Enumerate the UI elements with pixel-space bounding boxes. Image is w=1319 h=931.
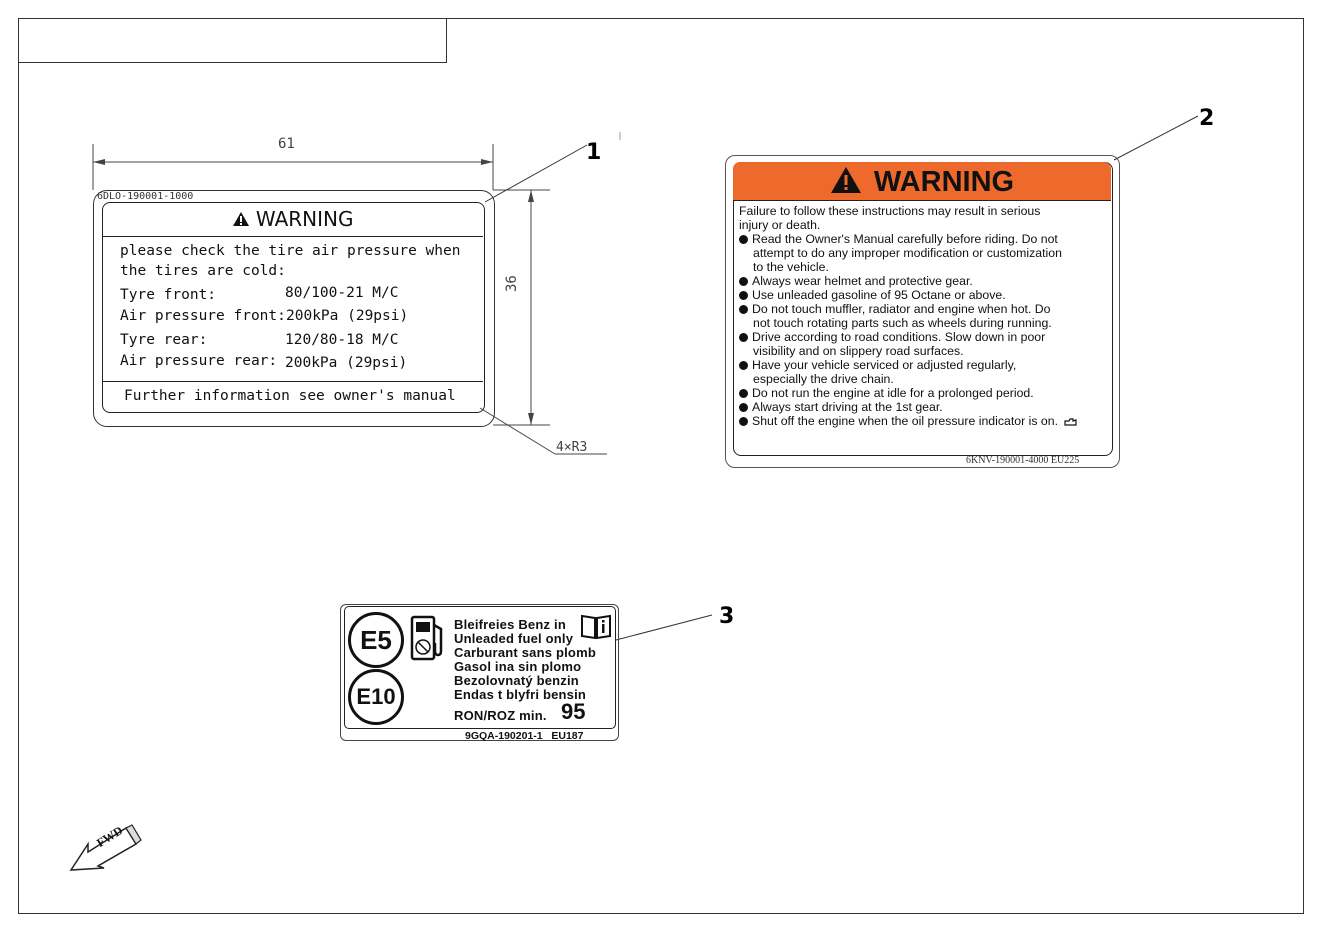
label1-part-number: 6DLO-190001-1000	[97, 191, 194, 202]
fuel-line-cs: Bezolovnatý benzin	[454, 673, 579, 688]
oil-can-icon	[1064, 417, 1078, 427]
label2-bullet-6-cont: especially the drive chain.	[753, 372, 894, 386]
width-dimension: 61	[278, 136, 295, 152]
label2-bullet-1: Read the Owner's Manual carefully before riding. Do not	[739, 232, 1058, 246]
manual-info-icon	[580, 612, 612, 640]
e10-badge: E10	[348, 669, 404, 725]
label2-bullet-6: Have your vehicle serviced or adjusted regularly,	[739, 358, 1016, 372]
ron-label: RON/ROZ min.	[454, 708, 547, 723]
tyre-rear-label: Tyre rear:	[120, 332, 208, 348]
callout-2: 2	[1199, 106, 1215, 131]
label2-bullet-4: Do not touch muffler, radiator and engine when hot. Do	[739, 302, 1051, 316]
label2-header-text: WARNING	[873, 166, 1015, 198]
fwd-label: FWD	[94, 823, 126, 850]
callout-2-leader	[1110, 110, 1210, 170]
label2-bullet-8: Always start driving at the 1st gear.	[739, 400, 943, 414]
label2-part-number: 6KNV-190001-4000 EU225	[966, 455, 1080, 466]
label2-intro-2: injury or death.	[739, 218, 821, 232]
label2-bullet-1-cont2: to the vehicle.	[753, 260, 829, 274]
tyre-front-label: Tyre front:	[120, 287, 217, 303]
fuel-line-de: Bleifreies Benz in	[454, 617, 566, 632]
fuel-line-da: Endas t blyfri bensin	[454, 687, 587, 702]
label2-intro-1: Failure to follow these instructions may result in serious	[739, 204, 1041, 218]
fuel-line-es: Gasol ina sin plomo	[454, 659, 582, 674]
fuel-line-fr: Carburant sans plomb	[454, 645, 596, 660]
height-dimension: 36	[504, 275, 520, 292]
label2-bullet-7: Do not run the engine at idle for a prolonged period.	[739, 386, 1034, 400]
warning-triangle-icon	[232, 211, 250, 227]
fuel-pump-icon	[409, 615, 449, 663]
ron-value: 95	[561, 699, 586, 724]
label2-bullet-5-cont: visibility and on slippery road surfaces.	[753, 344, 964, 358]
air-pressure-front-value: 200kPa (29psi)	[286, 308, 409, 324]
fuel-line-en: Unleaded fuel only	[454, 631, 574, 646]
air-pressure-rear-value: 200kPa (29psi)	[285, 355, 408, 371]
radius-dimension: 4×R3	[556, 440, 588, 455]
label2-bullet-5: Drive according to road conditions. Slow down in poor	[739, 330, 1045, 344]
label1-header-text: WARNING	[255, 207, 354, 231]
label2-bullet-2: Always wear helmet and protective gear.	[739, 274, 973, 288]
title-block	[18, 18, 447, 63]
label2-bullet-4-cont: not touch rotating parts such as wheels during running.	[753, 316, 1052, 330]
warning-triangle-icon	[830, 166, 862, 194]
callout-1: 1	[586, 140, 602, 165]
label1-line-1: please check the tire air pressure when	[120, 243, 461, 259]
tyre-front-value: 80/100-21 M/C	[285, 285, 399, 301]
label2-bullet-3: Use unleaded gasoline of 95 Octane or above.	[739, 288, 1006, 302]
air-pressure-front-label: Air pressure front:	[120, 308, 286, 324]
label1-footer: Further information see owner's manual	[124, 388, 456, 404]
label2-header	[733, 162, 1111, 200]
callout-3: 3	[719, 604, 735, 629]
callout-3-leader	[612, 605, 722, 645]
tyre-rear-value: 120/80-18 M/C	[285, 332, 399, 348]
label1-header	[102, 202, 483, 237]
label1-line-2: the tires are cold:	[120, 263, 286, 279]
e5-badge: E5	[348, 612, 404, 668]
label2-bullet-1-cont: attempt to do any improper modification or customization	[753, 246, 1062, 260]
label3-part-number: 9GQA-190201-1 EU187	[465, 730, 584, 742]
label1-footer-divider	[102, 381, 483, 382]
label2-bullet-9: Shut off the engine when the oil pressure indicator is on.	[739, 414, 1058, 428]
air-pressure-rear-label: Air pressure rear:	[120, 353, 278, 369]
